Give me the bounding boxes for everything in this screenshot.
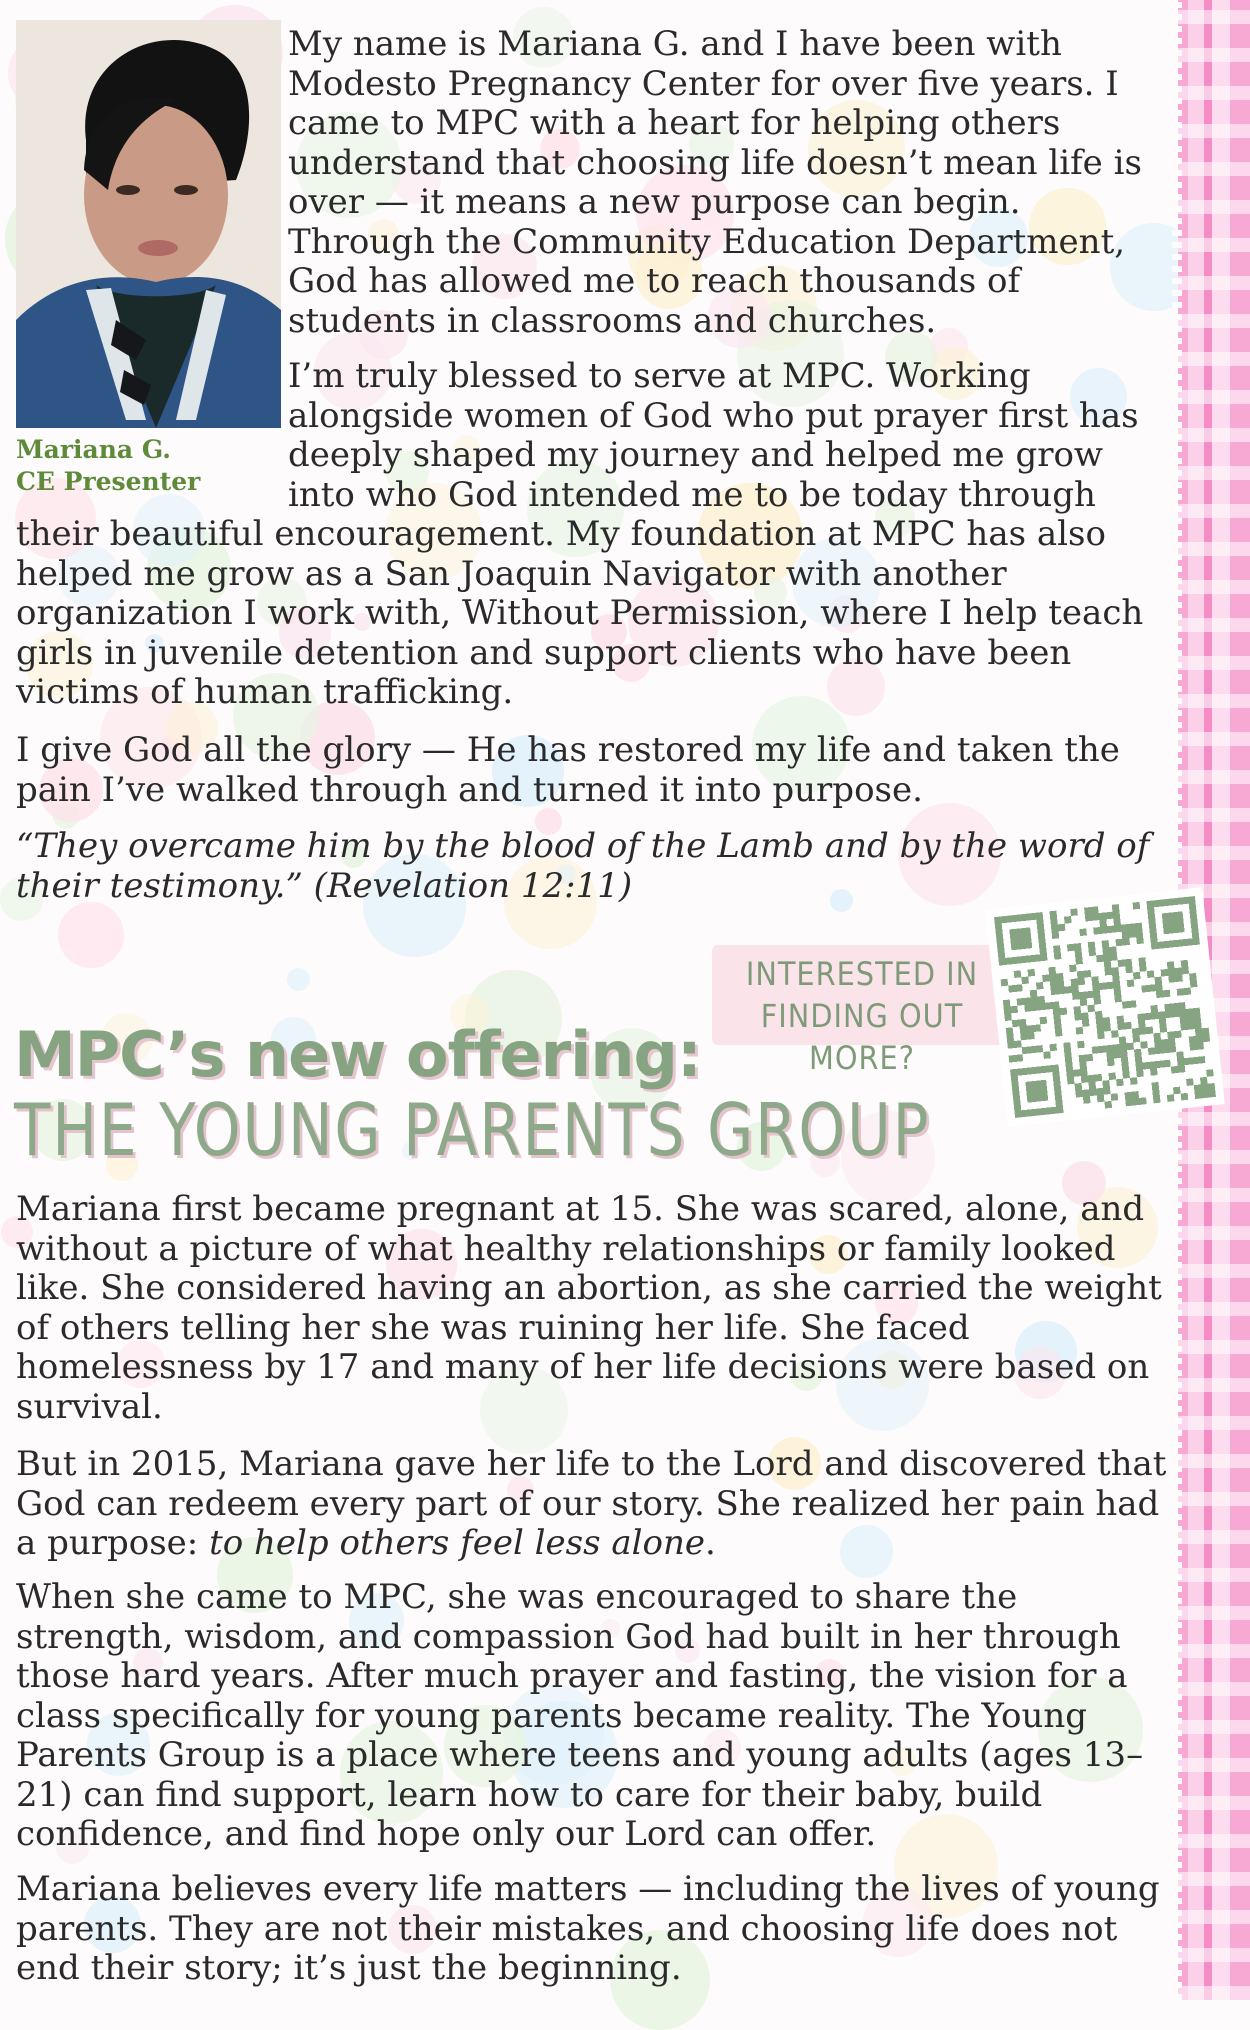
article-paragraph-3: When she came to MPC, she was encouraged to share the strength, wisdom, and compassion God had built in her through those hard years. After much prayer and fasting, the vision for a class specifically for young parents became reality. The Young Parents Group is a place where teens and young adults (ages 13–21) can find support, learn how to care for their baby, build confidence, and find hope only our Lord can offer.: [16, 1577, 1144, 1854]
caption-role: CE Presenter: [16, 467, 201, 496]
story-paragraph-2-start: I’m truly blessed to serve at MPC. Working alongside women of God who put prayer first has deeply shaped my journey and helped me grow into who God intended me to be today through: [288, 356, 1139, 515]
article-paragraph-1: Mariana first became pregnant at 15. She was scared, alone, and without a picture of what healthy relationships or family looked like. She considered having an abortion, as she carried the weight of others telling her she was ruining her life. She faced homelessness by 17 and many of her life decisions were based on survival.: [16, 1189, 1162, 1427]
story-paragraph-1: My name is Mariana G. and I have been with Modesto Pregnancy Center for over five years. I came to MPC with a heart for helping others understand that choosing life doesn’t mean life is over — it means a new purpose can begin. Through the Community Education Department, God has allowed me to reach thousands of students in classrooms and churches.: [288, 24, 1142, 341]
portrait-illustration: [16, 20, 281, 428]
photo-caption: [16, 434, 200, 498]
caption-name: Mariana G.: [16, 435, 171, 464]
interest-callout: [712, 945, 1012, 1077]
interest-line-1: INTERESTED IN: [745, 955, 979, 993]
interest-line-2: FINDING OUT MORE?: [760, 997, 964, 1077]
profile-photo: [16, 20, 281, 428]
background-dot: [58, 902, 124, 968]
story-paragraph-2-end: their beautiful encouragement. My foundation at MPC has also helped me grow as a San Joaquin Navigator with another organization I work with, Without Permission, where I help teach girls in juvenile detention and support clients who have been victims of human trafficking.: [16, 514, 1144, 712]
article-paragraph-2-end: .: [704, 1523, 716, 1563]
section-heading: MPC’s new offering:: [14, 1018, 701, 1091]
background-dot: [287, 968, 310, 991]
scripture-quote: “They overcame him by the blood of the Lamb and by the word of their testimony.” (Revelation 12:11): [16, 826, 1150, 906]
article-paragraph-2: [16, 1445, 1176, 1564]
article-paragraph-4: Mariana believes every life matters — including the lives of young parents. They are not their mistakes, and choosing life does not end their story; it’s just the beginning.: [16, 1869, 1160, 1988]
section-subheading: THE YOUNG PARENTS GROUP: [14, 1088, 931, 1172]
article-paragraph-2-emphasis: to help others feel less alone: [209, 1523, 705, 1563]
article-paragraph-2-start: But in 2015, Mariana gave her life to the Lord and discovered that God can redeem every part of our story. She realized her pain had a purpose:: [16, 1444, 1167, 1563]
qr-code[interactable]: [985, 887, 1225, 1127]
story-paragraph-3: I give God all the glory — He has restored my life and taken the pain I’ve walked through and turned it into purpose.: [16, 730, 1120, 810]
qr-code-icon: [994, 896, 1216, 1118]
